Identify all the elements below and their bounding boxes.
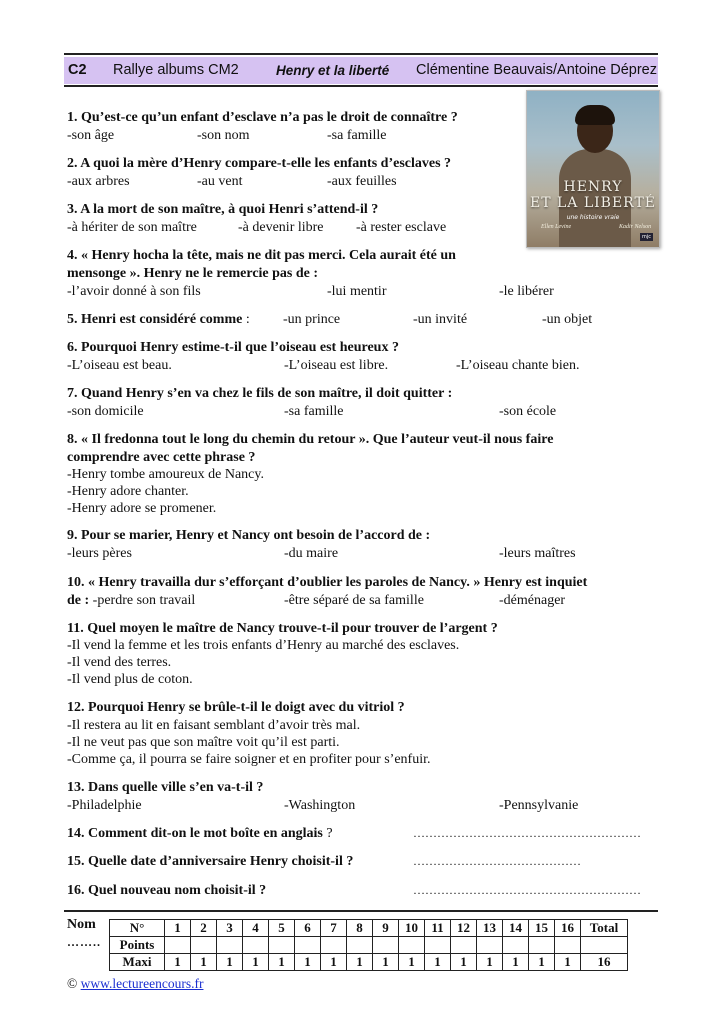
q13-answer-a: -Philadelphie <box>67 798 142 813</box>
maxi-cell: 1 <box>243 954 269 971</box>
header-total-cell: Total <box>581 920 628 937</box>
question-7: 7. Quand Henry s’en va chez le fils de son maître, il doit quitter : <box>67 386 453 401</box>
question-6: 6. Pourquoi Henry estime-t-il que l’oiseau est heureux ? <box>67 340 399 355</box>
q15-answer-blank[interactable]: …………………………………… <box>413 854 581 868</box>
question-14: 14. Comment dit-on le mot boîte en anglais ? <box>67 826 333 841</box>
question-11: 11. Quel moyen le maître de Nancy trouve-t-il pour trouver de l’argent ? <box>67 621 498 636</box>
points-label-cell: Points <box>110 937 165 954</box>
header-number-cell: 9 <box>373 920 399 937</box>
series-name: Rallye albums CM2 <box>113 62 239 78</box>
q9-answer-a: -leurs pères <box>67 546 132 561</box>
question-9: 9. Pour se marier, Henry et Nancy ont besoin de l’accord de : <box>67 528 431 543</box>
score-table <box>109 919 628 971</box>
maxi-cell: 1 <box>295 954 321 971</box>
maxi-cell: 1 <box>425 954 451 971</box>
maxi-cell: 1 <box>529 954 555 971</box>
maxi-label-cell: Maxi <box>110 954 165 971</box>
question-2: 2. A quoi la mère d’Henry compare-t-elle les enfants d’esclaves ? <box>67 156 452 171</box>
header-number-cell: 7 <box>321 920 347 937</box>
cover-illustrator: Kadir Nelson <box>619 224 652 230</box>
header-bottom-rule <box>64 85 658 87</box>
score-top-rule <box>64 910 658 912</box>
q6-answer-a: -L’oiseau est beau. <box>67 358 172 373</box>
header-number-cell: 2 <box>191 920 217 937</box>
header-number-cell: 10 <box>399 920 425 937</box>
points-cell[interactable] <box>529 937 555 954</box>
header-label-cell: N° <box>110 920 165 937</box>
header-number-cell: 13 <box>477 920 503 937</box>
points-cell[interactable] <box>555 937 581 954</box>
q12-answer-b: -Il ne veut pas que son maître voit qu’il est parti. <box>67 735 340 750</box>
q2-answer-a: -aux arbres <box>67 174 130 189</box>
q2-answer-b: -au vent <box>197 174 243 189</box>
q3-answer-a: -à hériter de son maître <box>67 220 197 235</box>
question-13: 13. Dans quelle ville s’en va-t-il ? <box>67 780 264 795</box>
cover-publisher-logo: mjc <box>641 234 651 240</box>
q10-line2: de : -perdre son travail <box>67 593 196 608</box>
points-cell[interactable] <box>373 937 399 954</box>
name-label: Nom <box>67 917 96 932</box>
q1-answer-b: -son nom <box>197 128 250 143</box>
question-5: 5. Henri est considéré comme : <box>67 312 250 327</box>
cover-author: Ellen Levine <box>541 224 572 230</box>
q8-answer-b: -Henry adore chanter. <box>67 484 189 499</box>
question-10: 10. « Henry travailla dur s’efforçant d’oublier les paroles de Nancy. » Henry est inquiet <box>67 575 588 590</box>
question-4-line2: mensonge ». Henry ne le remercie pas de : <box>67 266 319 281</box>
question-12: 12. Pourquoi Henry se brûle-t-il le doigt avec du vitriol ? <box>67 700 405 715</box>
q12-answer-a: -Il restera au lit en faisant semblant d’avoir très mal. <box>67 718 361 733</box>
header-number-cell: 3 <box>217 920 243 937</box>
q10-answer-b: -être séparé de sa famille <box>284 593 424 608</box>
q10-answer-c: -déménager <box>499 593 566 608</box>
q5-answer-c: -un objet <box>542 312 593 327</box>
maxi-row <box>110 954 628 971</box>
score-header-row <box>110 920 628 937</box>
maxi-cell: 1 <box>477 954 503 971</box>
maxi-cell: 1 <box>555 954 581 971</box>
q3-answer-c: -à rester esclave <box>356 220 447 235</box>
q5-answer-a: -un prince <box>283 312 341 327</box>
maxi-total-cell: 16 <box>581 954 628 971</box>
q8-answer-c: -Henry adore se promener. <box>67 501 217 516</box>
book-cover-image <box>526 90 660 248</box>
q14-answer-blank[interactable]: ………………………………………………… <box>413 826 641 840</box>
website-link[interactable]: www.lectureencours.fr <box>80 976 204 991</box>
header-number-cell: 12 <box>451 920 477 937</box>
q16-answer-blank[interactable]: ………………………………………………… <box>413 883 641 897</box>
points-cell[interactable] <box>321 937 347 954</box>
question-3: 3. A la mort de son maître, à quoi Henri s’attend-il ? <box>67 202 379 217</box>
maxi-cell: 1 <box>165 954 191 971</box>
question-15: 15. Quelle date d’anniversaire Henry choisit-il ? <box>67 854 354 869</box>
question-16: 16. Quel nouveau nom choisit-il ? <box>67 883 267 898</box>
q7-answer-c: -son école <box>499 404 557 419</box>
header-number-cell: 4 <box>243 920 269 937</box>
q11-answer-c: -Il vend plus de coton. <box>67 672 193 687</box>
points-cell[interactable] <box>243 937 269 954</box>
maxi-cell: 1 <box>321 954 347 971</box>
q12-answer-c: -Comme ça, il pourra se faire soigner et en profiter pour s’enfuir. <box>67 752 431 767</box>
header-number-cell: 6 <box>295 920 321 937</box>
points-cell[interactable] <box>295 937 321 954</box>
points-cell[interactable] <box>269 937 295 954</box>
q6-answer-b: -L’oiseau est libre. <box>284 358 389 373</box>
cover-title-line1: HENRY <box>563 179 623 195</box>
q8-answer-a: -Henry tombe amoureux de Nancy. <box>67 467 264 482</box>
q1-answer-c: -sa famille <box>327 128 387 143</box>
points-cell[interactable] <box>399 937 425 954</box>
maxi-cell: 1 <box>373 954 399 971</box>
q4-answer-b: -lui mentir <box>327 284 387 299</box>
q13-answer-c: -Pennsylvanie <box>499 798 579 813</box>
q1-answer-a: -son âge <box>67 128 115 143</box>
q11-answer-b: -Il vend des terres. <box>67 655 172 670</box>
book-title: Henry et la liberté <box>276 63 390 78</box>
q7-answer-b: -sa famille <box>284 404 344 419</box>
q9-answer-c: -leurs maîtres <box>499 546 576 561</box>
header-band <box>64 57 658 84</box>
q11-answer-a: -Il vend la femme et les trois enfants d’Henry au marché des esclaves. <box>67 638 460 653</box>
header-number-cell: 14 <box>503 920 529 937</box>
maxi-cell: 1 <box>399 954 425 971</box>
maxi-cell: 1 <box>191 954 217 971</box>
maxi-cell: 1 <box>269 954 295 971</box>
header-number-cell: 16 <box>555 920 581 937</box>
book-authors: Clémentine Beauvais/Antoine Déprez <box>416 62 657 78</box>
q9-answer-b: -du maire <box>284 546 339 561</box>
maxi-cell: 1 <box>451 954 477 971</box>
points-cell[interactable] <box>165 937 191 954</box>
q4-answer-c: -le libérer <box>499 284 554 299</box>
q3-answer-b: -à devenir libre <box>238 220 324 235</box>
header-number-cell: 5 <box>269 920 295 937</box>
maxi-cell: 1 <box>347 954 373 971</box>
q13-answer-b: -Washington <box>284 798 356 813</box>
question-4: 4. « Henry hocha la tête, mais ne dit pas merci. Cela aurait été un <box>67 248 456 263</box>
header-number-cell: 1 <box>165 920 191 937</box>
points-cell[interactable] <box>191 937 217 954</box>
q6-answer-c: -L’oiseau chante bien. <box>456 358 580 373</box>
q4-answer-a: -l’avoir donné à son fils <box>67 284 201 299</box>
points-cell[interactable] <box>217 937 243 954</box>
cover-subtitle: une histoire vraie <box>566 214 620 221</box>
points-cell[interactable] <box>503 937 529 954</box>
question-8: 8. « Il fredonna tout le long du chemin du retour ». Que l’auteur veut-il nous faire <box>67 432 554 447</box>
points-cell[interactable] <box>451 937 477 954</box>
q7-answer-a: -son domicile <box>67 404 144 419</box>
maxi-cell: 1 <box>217 954 243 971</box>
points-cell[interactable] <box>477 937 503 954</box>
header-top-rule <box>64 53 658 55</box>
name-field[interactable]: …….. <box>67 935 101 949</box>
maxi-cell: 1 <box>503 954 529 971</box>
cover-figure-hair <box>575 105 615 125</box>
points-total-cell[interactable] <box>581 937 628 954</box>
header-number-cell: 11 <box>425 920 451 937</box>
copyright-symbol: © <box>67 976 78 991</box>
points-cell[interactable] <box>425 937 451 954</box>
cover-title-line2: ET LA LIBERTÉ <box>529 195 657 211</box>
header-number-cell: 8 <box>347 920 373 937</box>
q5-answer-b: -un invité <box>413 312 468 327</box>
points-cell[interactable] <box>347 937 373 954</box>
q2-answer-c: -aux feuilles <box>327 174 397 189</box>
question-8-line2: comprendre avec cette phrase ? <box>67 450 256 465</box>
header-number-cell: 15 <box>529 920 555 937</box>
question-1: 1. Qu’est-ce qu’un enfant d’esclave n’a pas le droit de connaître ? <box>67 110 458 125</box>
points-row <box>110 937 628 954</box>
level-code: C2 <box>68 62 87 78</box>
footer <box>67 976 203 992</box>
